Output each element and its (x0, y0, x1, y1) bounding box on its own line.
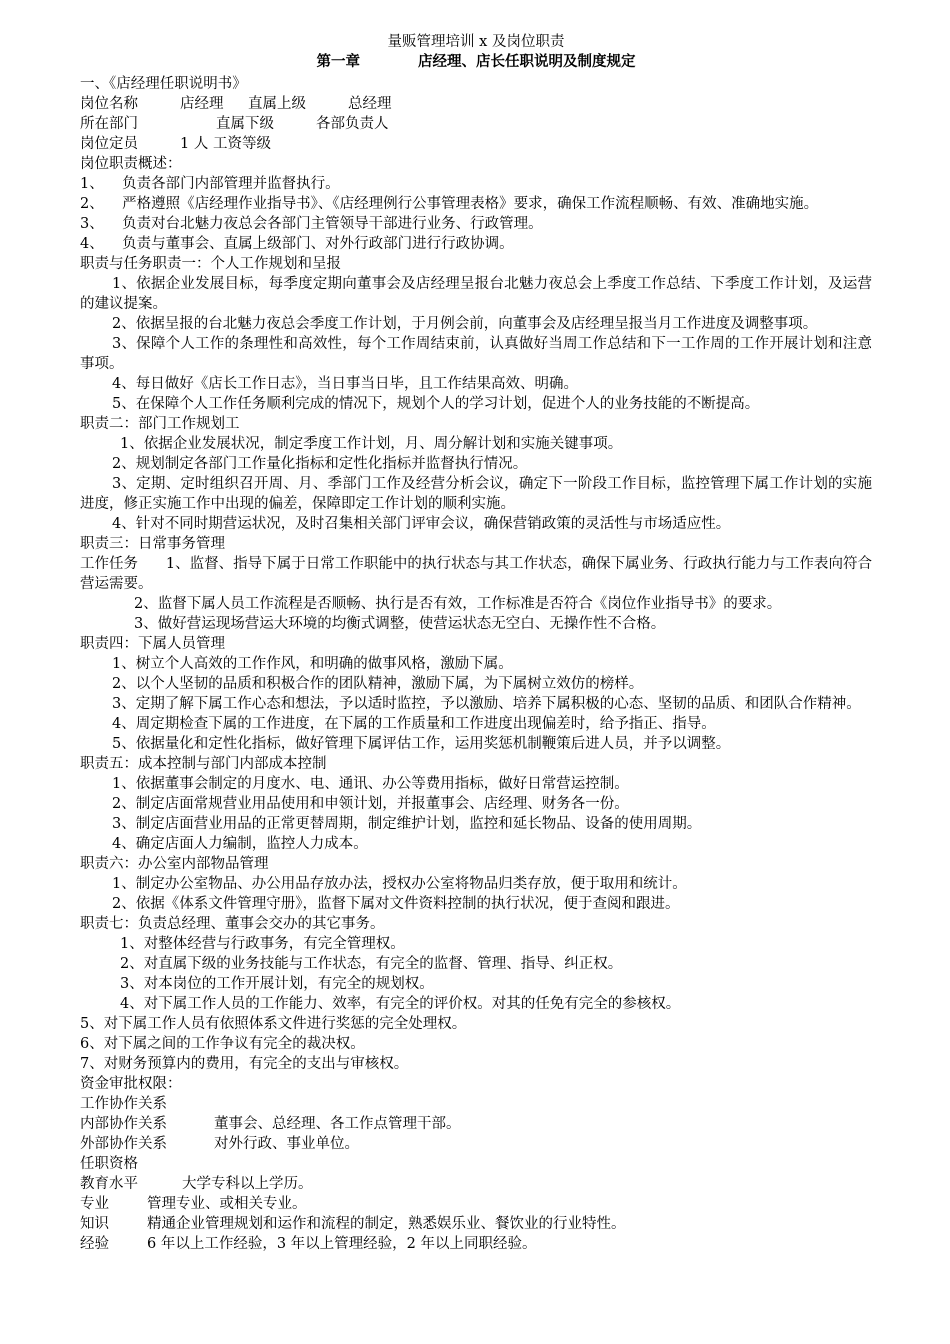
overview-item: 3、 负责对台北魅力夜总会各部门主管领导干部进行业务、行政管理。 (80, 216, 543, 232)
duty-heading: 职责七：负责总经理、董事会交办的其它事务。 (80, 916, 385, 932)
duty-item: 7、对财务预算内的费用，有完全的支出与审核权。 (80, 1056, 409, 1072)
duty-item: 3、定期、定时组织召开周、月、季部门工作及经营分析会议，确定下一阶段工作目标，监控管理下属工作计划的实施进度，修正实施工作中出现的偏差，保障即定工作计划的顺利实施。 (80, 476, 872, 512)
duty-item: 4、对下属工作人员的工作能力、效率，有完全的评价权。对其的任免有完全的参核权。 (120, 996, 681, 1012)
coop-value: 对外行政、事业单位。 (214, 1136, 359, 1152)
duty-heading: 职责四：下属人员管理 (80, 636, 225, 652)
duty-item: 2、监督下属人员工作流程是否顺畅、执行是否有效，工作标准是否符合《岗位作业指导书》的要求。 (134, 596, 782, 612)
qualification-label: 教育水平 (80, 1176, 138, 1192)
duty-item: 3、对本岗位的工作开展计划，有完全的规划权。 (120, 976, 434, 992)
duty-item: 工作任务 1、监督、指导下属于日常工作职能中的执行状态与其工作状态，确保下属业务、行政执行能力与工作表向符合营运需要。 (80, 556, 872, 592)
info-label: 直属上级 (248, 96, 306, 112)
duty-item: 6、对下属之间的工作争议有完全的裁决权。 (80, 1036, 365, 1052)
duty-item: 3、制定店面营业用品的正常更替周期，制定维护计划，监控和延长物品、设备的使用周期。 (112, 816, 702, 832)
info-row (80, 114, 872, 134)
section-heading: 一、《店经理任职说明书》 (80, 76, 247, 92)
duty-item: 1、对整体经营与行政事务，有完全管理权。 (120, 936, 405, 952)
duty-item: 2、依据《体系文件管理守册》，监督下属对文件资料控制的执行状况，便于查阅和跟进。 (112, 896, 680, 912)
info-value: 1 人 工资等级 (180, 136, 271, 152)
info-row (80, 134, 872, 154)
document-title: 量贩管理培训 x 及岗位职责 (387, 34, 565, 50)
info-label: 岗位名称 (80, 96, 138, 112)
duty-item: 4、针对不同时期营运状况，及时召集相关部门评审会议，确保营销政策的灵活性与市场适应性。 (112, 516, 731, 532)
overview-item: 1、 负责各部门内部管理并监督执行。 (80, 176, 340, 192)
duty-item: 5、对下属工作人员有依照体系文件进行奖惩的完全处理权。 (80, 1016, 467, 1032)
duty-item: 1、依据董事会制定的月度水、电、通讯、办公等费用指标，做好日常营运控制。 (112, 776, 629, 792)
info-label: 所在部门 (80, 116, 138, 132)
duty-item: 2、规划制定各部门工作量化指标和定性化指标并监督执行情况。 (112, 456, 528, 472)
qualification-row (80, 1194, 872, 1214)
qualification-row (80, 1234, 872, 1254)
chapter-heading (80, 52, 872, 72)
qualification-value: 大学专科以上学历。 (182, 1176, 313, 1192)
coop-value: 董事会、总经理、各工作点管理干部。 (214, 1116, 461, 1132)
qualification-value: 管理专业、或相关专业。 (147, 1196, 307, 1212)
duty-item: 1、依据企业发展状况，制定季度工作计划，月、周分解计划和实施关键事项。 (120, 436, 623, 452)
overview-heading: 岗位职责概述： (80, 156, 182, 172)
funds-heading: 资金审批权限： (80, 1076, 182, 1092)
duty-item: 3、保障个人工作的条理性和高效性，每个工作周结束前，认真做好当周工作总结和下一工作周的工作开展计划和注意事项。 (80, 336, 872, 372)
duty-item: 1、制定办公室物品、办公用品存放办法，授权办公室将物品归类存放，便于取用和统计。 (112, 876, 687, 892)
info-label: 直属下级 (216, 116, 274, 132)
qualification-value: 精通企业管理规划和运作和流程的制定，熟悉娱乐业、餐饮业的行业特性。 (147, 1216, 626, 1232)
qualification-heading: 任职资格 (80, 1156, 138, 1172)
duty-item: 2、以个人坚韧的品质和积极合作的团队精神，激励下属，为下属树立效仿的榜样。 (112, 676, 644, 692)
duty-heading: 职责二：部门工作规划工 (80, 416, 240, 432)
duty-item: 5、依据量化和定性化指标，做好管理下属评估工作，运用奖惩机制鞭策后进人员，并予以调整。 (112, 736, 731, 752)
info-label: 岗位定员 (80, 136, 138, 152)
qualification-value: 6 年以上工作经验，3 年以上管理经验，2 年以上同职经验。 (147, 1236, 537, 1252)
info-value: 总经理 (348, 96, 392, 112)
qualification-label: 经验 (80, 1236, 109, 1252)
document-body (80, 32, 872, 1254)
overview-item: 4、 负责与董事会、直属上级部门、对外行政部门进行行政协调。 (80, 236, 514, 252)
duty-item: 1、树立个人高效的工作作风，和明确的做事风格，激励下属。 (112, 656, 513, 672)
qualification-row (80, 1214, 872, 1234)
info-value: 各部负责人 (316, 116, 389, 132)
info-value: 店经理 (180, 96, 224, 112)
duty-item: 2、制定店面常规营业用品使用和申领计划，并报董事会、店经理、财务各一份。 (112, 796, 629, 812)
duty-item: 1、依据企业发展目标，每季度定期向董事会及店经理呈报台北魅力夜总会上季度工作总结、下季度工作计划，及运营的建议提案。 (80, 276, 872, 312)
duty-item: 3、做好营运现场营运大环境的均衡式调整，使营运状态无空白、无操作性不合格。 (134, 616, 666, 632)
qualification-row (80, 1174, 872, 1194)
duty-item: 3、定期了解下属工作心态和想法，予以适时监控，予以激励、培养下属积极的心态、坚韧的品质、和团队合作精神。 (112, 696, 861, 712)
qualification-label: 知识 (80, 1216, 109, 1232)
duty-heading: 职责五：成本控制与部门内部成本控制 (80, 756, 327, 772)
duty-heading: 职责与任务职责一：个人工作规划和呈报 (80, 256, 341, 272)
qualification-label: 专业 (80, 1196, 109, 1212)
info-row (80, 94, 872, 114)
coop-label: 外部协作关系 (80, 1136, 167, 1152)
duty-heading: 职责六：办公室内部物品管理 (80, 856, 269, 872)
duty-item: 2、对直属下级的业务技能与工作状态，有完全的监督、管理、指导、纠正权。 (120, 956, 623, 972)
duty-item: 2、依据呈报的台北魅力夜总会季度工作计划，于月例会前，向董事会及店经理呈报当月工作进度及调整事项。 (112, 316, 818, 332)
coop-row (80, 1134, 872, 1154)
chapter-title: 店经理、店长任职说明及制度规定 (418, 53, 636, 70)
overview-item: 2、 严格遵照《店经理作业指导书》、《店经理例行公事管理表格》要求，确保工作流程顺畅、有效、准确地实施。 (80, 196, 819, 212)
duty-item: 4、每日做好《店长工作日志》，当日事当日毕，且工作结果高效、明确。 (112, 376, 578, 392)
chapter-number: 第一章 (316, 53, 360, 70)
duty-item: 4、确定店面人力编制，监控人力成本。 (112, 836, 368, 852)
coop-row (80, 1114, 872, 1134)
duty-item: 4、周定期检查下属的工作进度，在下属的工作质量和工作进度出现偏差时，给予指正、指导。 (112, 716, 716, 732)
duty-heading: 职责三：日常事务管理 (80, 536, 225, 552)
coop-heading: 工作协作关系 (80, 1096, 167, 1112)
coop-label: 内部协作关系 (80, 1116, 167, 1132)
duty-item: 5、在保障个人工作任务顺利完成的情况下，规划个人的学习计划，促进个人的业务技能的不断提高。 (112, 396, 760, 412)
